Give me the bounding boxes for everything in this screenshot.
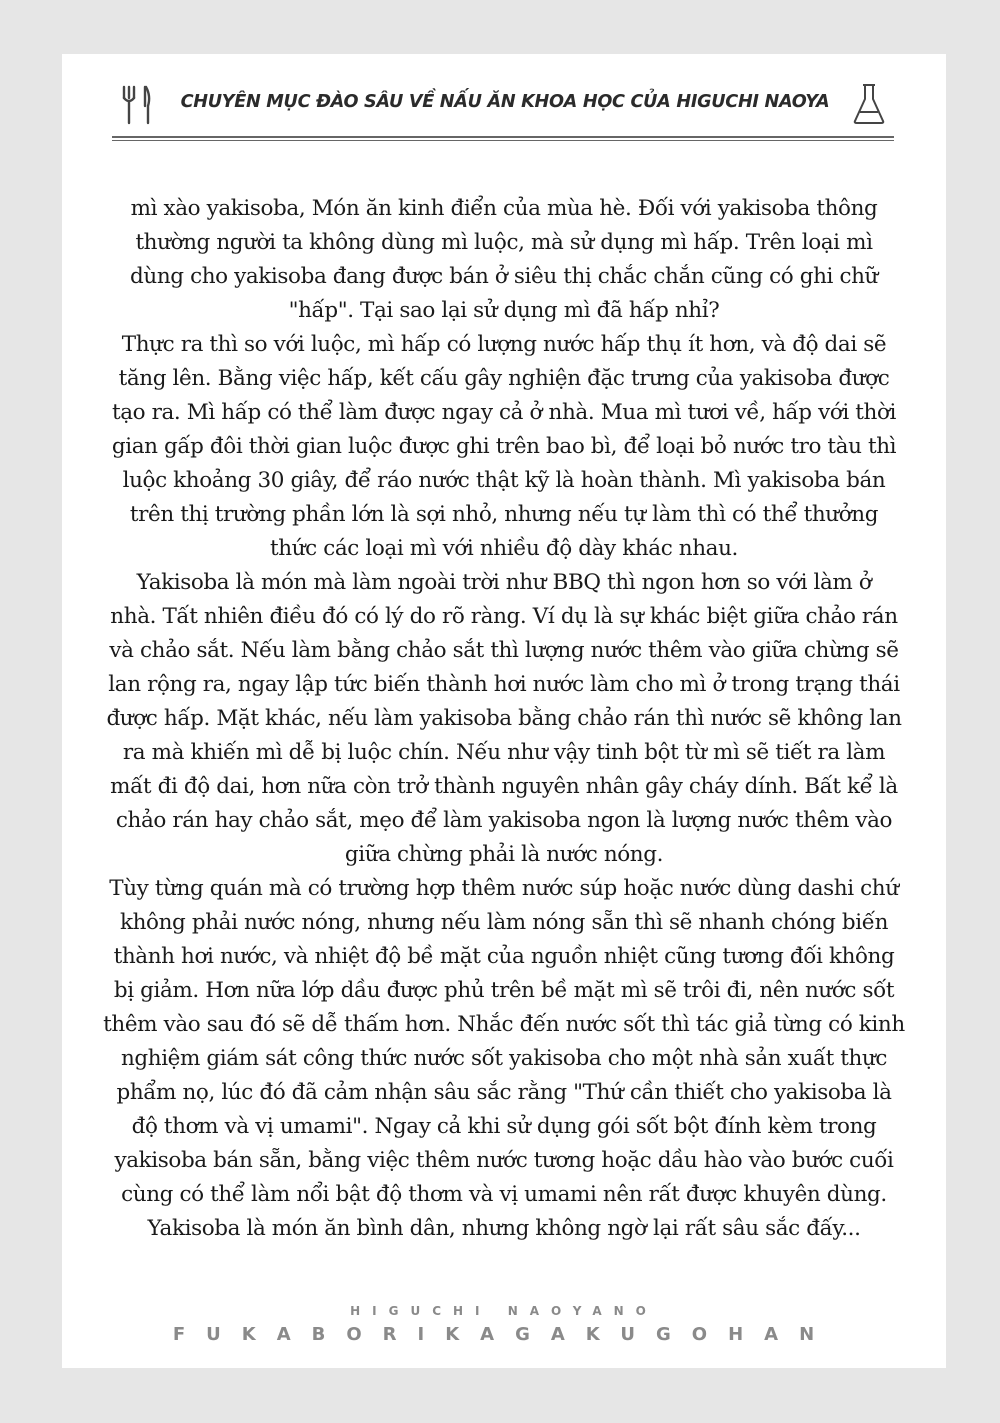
body-line: Thực ra thì so với luộc, mì hấp có lượng nước hấp thụ ít hơn, và độ dai sẽ [121, 332, 887, 357]
body-line: thường người ta không dùng mì luộc, mà sử dụng mì hấp. Trên loại mì [135, 230, 873, 255]
body-line: Yakisoba là món ăn bình dân, nhưng không ngờ lại rất sâu sắc đấy... [147, 1216, 861, 1241]
footer-line-2: FUKABORIKAGAKUGOHAN [172, 1324, 836, 1345]
body-line: nghiệm giám sát công thức nước sốt yakisoba cho một nhà sản xuất thực [120, 1046, 888, 1071]
body-line: tạo ra. Mì hấp có thể làm được ngay cả ở nhà. Mua mì tươi về, hấp với thời [111, 400, 897, 425]
body-line: lan rộng ra, ngay lập tức biến thành hơi nước làm cho mì ở trong trạng thái [108, 672, 900, 697]
body-line: được hấp. Mặt khác, nếu làm yakisoba bằng chảo rán thì nước sẽ không lan [106, 706, 902, 731]
body-line: bị giảm. Hơn nữa lớp dầu được phủ trên bề mặt mì sẽ trôi đi, nên nước sốt [113, 978, 895, 1003]
fork-knife-icon [120, 84, 154, 126]
flask-icon [852, 82, 886, 126]
header-rule [112, 136, 894, 141]
body-line: yakisoba bán sẵn, bằng việc thêm nước tương hoặc dầu hào vào bước cuối [114, 1148, 894, 1173]
body-line: thức các loại mì với nhiều độ dày khác nhau. [270, 536, 738, 561]
body-line: giữa chừng phải là nước nóng. [344, 842, 664, 867]
header-title: CHUYÊN MỤC ĐÀO SÂU VỀ NẤU ĂN KHOA HỌC CỦA HIGUCHI NAOYA [180, 92, 830, 112]
body-line: luộc khoảng 30 giây, để ráo nước thật kỹ là hoàn thành. Mì yakisoba bán [122, 468, 886, 493]
body-line: ra mà khiến mì dễ bị luộc chín. Nếu như vậy tinh bột từ mì sẽ tiết ra làm [122, 740, 886, 765]
body-line: mì xào yakisoba, Món ăn kinh điển của mùa hè. Đối với yakisoba thông [130, 196, 878, 221]
body-line: phẩm nọ, lúc đó đã cảm nhận sâu sắc rằng "Thứ cần thiết cho yakisoba là [116, 1080, 892, 1105]
body-line: tăng lên. Bằng việc hấp, kết cấu gây nghiện đặc trưng của yakisoba được [118, 366, 890, 391]
body-line: trên thị trường phần lớn là sợi nhỏ, nhưng nếu tự làm thì có thể thưởng [129, 502, 879, 527]
body-line: thành hơi nước, và nhiệt độ bề mặt của nguồn nhiệt cũng tương đối không [113, 944, 895, 969]
body-line: và chảo sắt. Nếu làm bằng chảo sắt thì lượng nước thêm vào giữa chừng sẽ [109, 638, 899, 663]
body-line: dùng cho yakisoba đang được bán ở siêu thị chắc chắn cũng có ghi chữ [130, 264, 878, 289]
body-line: Tùy từng quán mà có trường hợp thêm nước súp hoặc nước dùng dashi chứ [109, 876, 899, 901]
body-line: không phải nước nóng, nhưng nếu làm nóng sẵn thì sẽ nhanh chóng biến [119, 910, 889, 935]
header [112, 78, 894, 148]
body-line: gian gấp đôi thời gian luộc được ghi trên bao bì, để loại bỏ nước tro tàu thì [111, 434, 897, 459]
body-line: "hấp". Tại sao lại sử dụng mì đã hấp nhỉ? [288, 298, 720, 323]
body-line: độ thơm và vị umami". Ngay cả khi sử dụng gói sốt bột đính kèm trong [131, 1114, 877, 1139]
body-line: Yakisoba là món mà làm ngoài trời như BBQ thì ngon hơn so với làm ở [136, 570, 872, 595]
body-line: cùng có thể làm nổi bật độ thơm và vị umami nên rất được khuyên dùng. [121, 1182, 887, 1207]
article-body [88, 192, 920, 1246]
body-line: mất đi độ dai, hơn nữa còn trở thành nguyên nhân gây cháy dính. Bất kể là [110, 774, 898, 799]
body-line: thêm vào sau đó sẽ dễ thấm hơn. Nhắc đến nước sốt thì tác giả từng có kinh [103, 1012, 905, 1037]
body-line: nhà. Tất nhiên điều đó có lý do rõ ràng. Ví dụ là sự khác biệt giữa chảo rán [110, 604, 898, 629]
footer [62, 1304, 946, 1345]
body-line: chảo rán hay chảo sắt, mẹo để làm yakisoba ngon là lượng nước thêm vào [115, 808, 893, 833]
footer-line-1: HIGUCHI NAOYANO [350, 1304, 658, 1318]
page [62, 54, 946, 1368]
